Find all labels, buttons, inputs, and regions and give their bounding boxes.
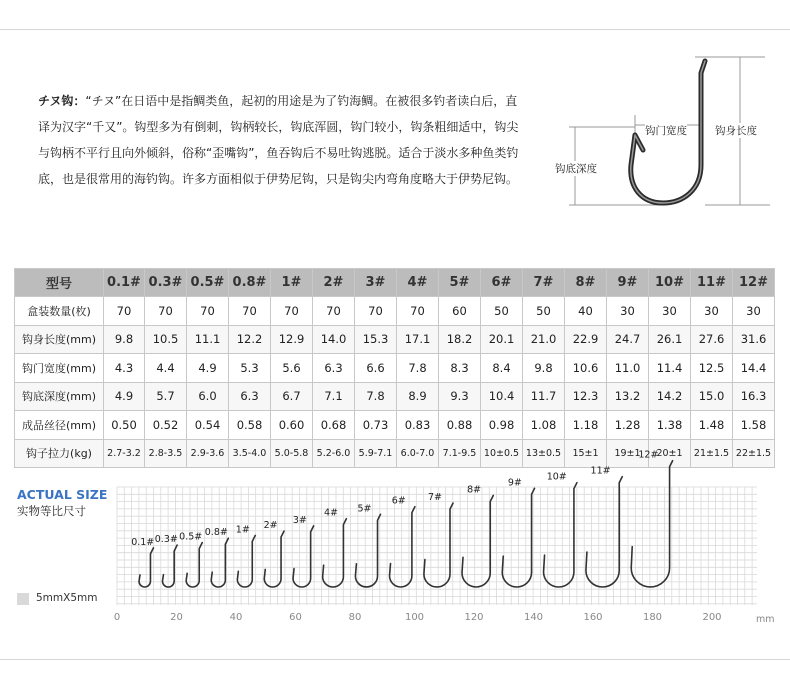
top-divider xyxy=(0,29,790,30)
spec-table xyxy=(14,268,775,468)
row-label: 盒装数量(枚) xyxy=(15,297,104,326)
table-cell: 60 xyxy=(439,297,481,326)
table-cell: 12.3 xyxy=(565,382,607,411)
table-cell: 6.0-7.0 xyxy=(397,439,439,468)
hook-size-label: 9# xyxy=(507,477,522,489)
hook-size-label: 0.8# xyxy=(204,527,228,539)
table-cell: 14.2 xyxy=(649,382,691,411)
model-col-header: 0.5# xyxy=(187,269,229,297)
table-cell: 0.98 xyxy=(481,411,523,440)
axis-tick-label: 180 xyxy=(642,612,663,623)
table-cell: 40 xyxy=(565,297,607,326)
table-cell: 7.8 xyxy=(355,382,397,411)
hook-size-label: 7# xyxy=(427,492,442,504)
table-cell: 8.9 xyxy=(397,382,439,411)
model-col-header: 4# xyxy=(397,269,439,297)
table-cell: 8.3 xyxy=(439,354,481,383)
table-cell: 2.7-3.2 xyxy=(104,439,145,468)
table-cell: 70 xyxy=(229,297,271,326)
table-cell: 17.1 xyxy=(397,325,439,354)
table-cell: 0.83 xyxy=(397,411,439,440)
table-cell: 13±0.5 xyxy=(523,439,565,468)
table-row xyxy=(15,439,775,468)
table-cell: 0.58 xyxy=(229,411,271,440)
table-cell: 0.54 xyxy=(187,411,229,440)
table-cell: 11.1 xyxy=(187,325,229,354)
model-col-header: 2# xyxy=(313,269,355,297)
table-cell: 4.4 xyxy=(145,354,187,383)
model-col-header: 3# xyxy=(355,269,397,297)
table-cell: 70 xyxy=(104,297,145,326)
table-cell: 1.38 xyxy=(649,411,691,440)
table-cell: 30 xyxy=(691,297,733,326)
table-cell: 6.3 xyxy=(313,354,355,383)
hook-dimension-diagram xyxy=(555,55,775,219)
hook-size-label: 2# xyxy=(263,520,278,532)
table-cell: 26.1 xyxy=(649,325,691,354)
table-cell: 1.18 xyxy=(565,411,607,440)
description-text: “チヌ”在日语中是指鲷类鱼，起初的用途是为了钓海鲷。在被很多钓者读白后，直译为汉字“千又”。钩型多为有倒刺，钩柄较长，钩底浑圆，钩门较小，钩条粗细适中，钩尖与钩柄不平行且向外倾斜，俗称“歪嘴钩”，鱼吞钩后不易吐钩逃脱。适合于淡水多种鱼类钓底，也是很常用的海钓钩。许多方面相似于伊势尼钩，只是钩尖内弯角度略大于伊势尼钩。 xyxy=(38,94,519,186)
bottom-divider xyxy=(0,659,790,660)
hook-size-label: 3# xyxy=(292,514,307,526)
table-cell: 21±1.5 xyxy=(691,439,733,468)
table-cell: 9.8 xyxy=(104,325,145,354)
hook-size-label: 8# xyxy=(467,484,482,496)
table-cell: 5.3 xyxy=(229,354,271,383)
table-cell: 31.6 xyxy=(733,325,775,354)
table-row xyxy=(15,325,775,354)
hook-size-label: 0.3# xyxy=(154,534,178,546)
axis-tick-label: 40 xyxy=(229,612,243,623)
table-cell: 70 xyxy=(397,297,439,326)
bend-depth-label: 钩底深度 xyxy=(555,163,597,175)
axis-tick-label: 20 xyxy=(170,612,183,623)
table-cell: 0.68 xyxy=(313,411,355,440)
table-cell: 10±0.5 xyxy=(481,439,523,468)
hook-size-label: 1# xyxy=(235,524,250,536)
table-cell: 5.7 xyxy=(145,382,187,411)
table-row xyxy=(15,297,775,326)
axis-tick-label: 160 xyxy=(583,612,603,623)
hook-size-label: 6# xyxy=(391,495,406,507)
hook-size-label: 10# xyxy=(546,471,567,483)
model-col-header: 8# xyxy=(565,269,607,297)
table-cell: 15.3 xyxy=(355,325,397,354)
table-cell: 14.4 xyxy=(733,354,775,383)
table-cell: 10.5 xyxy=(145,325,187,354)
table-cell: 1.48 xyxy=(691,411,733,440)
description-title: チヌ钩： xyxy=(38,94,86,108)
model-col-header: 7# xyxy=(523,269,565,297)
hook-size-label: 12# xyxy=(638,449,659,461)
table-cell: 10.6 xyxy=(565,354,607,383)
table-cell: 12.2 xyxy=(229,325,271,354)
table-cell: 6.6 xyxy=(355,354,397,383)
model-col-header: 0.3# xyxy=(145,269,187,297)
axis-tick-label: 140 xyxy=(523,612,544,623)
table-cell: 30 xyxy=(733,297,775,326)
model-col-header: 12# xyxy=(733,269,775,297)
table-cell: 9.8 xyxy=(523,354,565,383)
table-cell: 70 xyxy=(313,297,355,326)
table-cell: 70 xyxy=(187,297,229,326)
table-cell: 4.9 xyxy=(187,354,229,383)
model-col-header: 0.8# xyxy=(229,269,271,297)
table-cell: 4.9 xyxy=(104,382,145,411)
axis-unit: mm xyxy=(756,614,775,625)
row-label: 钩门宽度(mm) xyxy=(15,354,104,383)
table-cell: 30 xyxy=(607,297,649,326)
hook-size-label: 5# xyxy=(357,503,372,515)
model-col-header: 10# xyxy=(649,269,691,297)
grid-cell-swatch xyxy=(17,593,29,605)
table-cell: 5.6 xyxy=(271,354,313,383)
table-cell: 70 xyxy=(355,297,397,326)
shank-length-label: 钩身长度 xyxy=(715,125,757,137)
table-cell: 7.1-9.5 xyxy=(439,439,481,468)
grid-cell-legend: 5mmX5mm xyxy=(36,592,98,604)
table-cell: 1.28 xyxy=(607,411,649,440)
table-cell: 27.6 xyxy=(691,325,733,354)
axis-tick-label: 120 xyxy=(464,612,484,623)
row-label: 钩底深度(mm) xyxy=(15,382,104,411)
table-cell: 0.88 xyxy=(439,411,481,440)
table-cell: 13.2 xyxy=(607,382,649,411)
table-cell: 7.8 xyxy=(397,354,439,383)
axis-tick-label: 60 xyxy=(289,612,302,623)
table-cell: 0.52 xyxy=(145,411,187,440)
table-cell: 2.8-3.5 xyxy=(145,439,187,468)
table-cell: 18.2 xyxy=(439,325,481,354)
table-cell: 20.1 xyxy=(481,325,523,354)
table-cell: 11.4 xyxy=(649,354,691,383)
axis-tick-label: 200 xyxy=(702,612,722,623)
table-cell: 19±1 xyxy=(607,439,649,468)
table-row xyxy=(15,354,775,383)
hook-size-label: 11# xyxy=(590,465,611,477)
table-cell: 50 xyxy=(481,297,523,326)
table-cell: 70 xyxy=(145,297,187,326)
model-col-header: 6# xyxy=(481,269,523,297)
model-col-header: 11# xyxy=(691,269,733,297)
table-cell: 6.0 xyxy=(187,382,229,411)
table-cell: 1.08 xyxy=(523,411,565,440)
table-cell: 1.58 xyxy=(733,411,775,440)
model-col-header: 5# xyxy=(439,269,481,297)
table-cell: 12.5 xyxy=(691,354,733,383)
table-cell: 8.4 xyxy=(481,354,523,383)
table-cell: 6.7 xyxy=(271,382,313,411)
table-cell: 0.50 xyxy=(104,411,145,440)
table-cell: 6.3 xyxy=(229,382,271,411)
hook-size-label: 0.1# xyxy=(131,536,155,548)
hook-size-label: 0.5# xyxy=(179,531,203,543)
table-cell: 16.3 xyxy=(733,382,775,411)
table-cell: 0.73 xyxy=(355,411,397,440)
table-cell: 70 xyxy=(271,297,313,326)
table-cell: 3.5-4.0 xyxy=(229,439,271,468)
table-cell: 22±1.5 xyxy=(733,439,775,468)
axis-tick-label: 0 xyxy=(113,612,121,623)
model-col-header: 1# xyxy=(271,269,313,297)
table-cell: 2.9-3.6 xyxy=(187,439,229,468)
table-cell: 11.7 xyxy=(523,382,565,411)
table-cell: 0.60 xyxy=(271,411,313,440)
table-cell: 20±1 xyxy=(649,439,691,468)
axis-tick-label: 80 xyxy=(348,612,362,623)
table-cell: 7.1 xyxy=(313,382,355,411)
table-cell: 11.0 xyxy=(607,354,649,383)
hook-size-label: 4# xyxy=(324,507,339,519)
table-cell: 50 xyxy=(523,297,565,326)
table-cell: 5.2-6.0 xyxy=(313,439,355,468)
table-cell: 4.3 xyxy=(104,354,145,383)
table-cell: 21.0 xyxy=(523,325,565,354)
actual-size-subtitle: 实物等比尺寸 xyxy=(17,504,86,518)
table-cell: 9.3 xyxy=(439,382,481,411)
table-cell: 24.7 xyxy=(607,325,649,354)
actual-size-title: ACTUAL SIZE xyxy=(17,487,108,502)
table-cell: 15.0 xyxy=(691,382,733,411)
table-cell: 22.9 xyxy=(565,325,607,354)
hook-description xyxy=(38,88,526,192)
table-cell: 30 xyxy=(649,297,691,326)
table-row xyxy=(15,382,775,411)
row-label: 钩身长度(mm) xyxy=(15,325,104,354)
table-row xyxy=(15,411,775,440)
row-label: 成品丝径(mm) xyxy=(15,411,104,440)
table-header-row xyxy=(15,269,775,297)
gap-width-label: 钩门宽度 xyxy=(645,125,687,137)
table-cell: 5.9-7.1 xyxy=(355,439,397,468)
table-cell: 10.4 xyxy=(481,382,523,411)
table-cell: 15±1 xyxy=(565,439,607,468)
model-header: 型号 xyxy=(15,269,104,297)
table-cell: 5.0-5.8 xyxy=(271,439,313,468)
table-cell: 14.0 xyxy=(313,325,355,354)
axis-tick-label: 100 xyxy=(404,612,425,623)
model-col-header: 9# xyxy=(607,269,649,297)
table-cell: 12.9 xyxy=(271,325,313,354)
model-col-header: 0.1# xyxy=(104,269,145,297)
row-label: 钩子拉力(kg) xyxy=(15,439,104,468)
